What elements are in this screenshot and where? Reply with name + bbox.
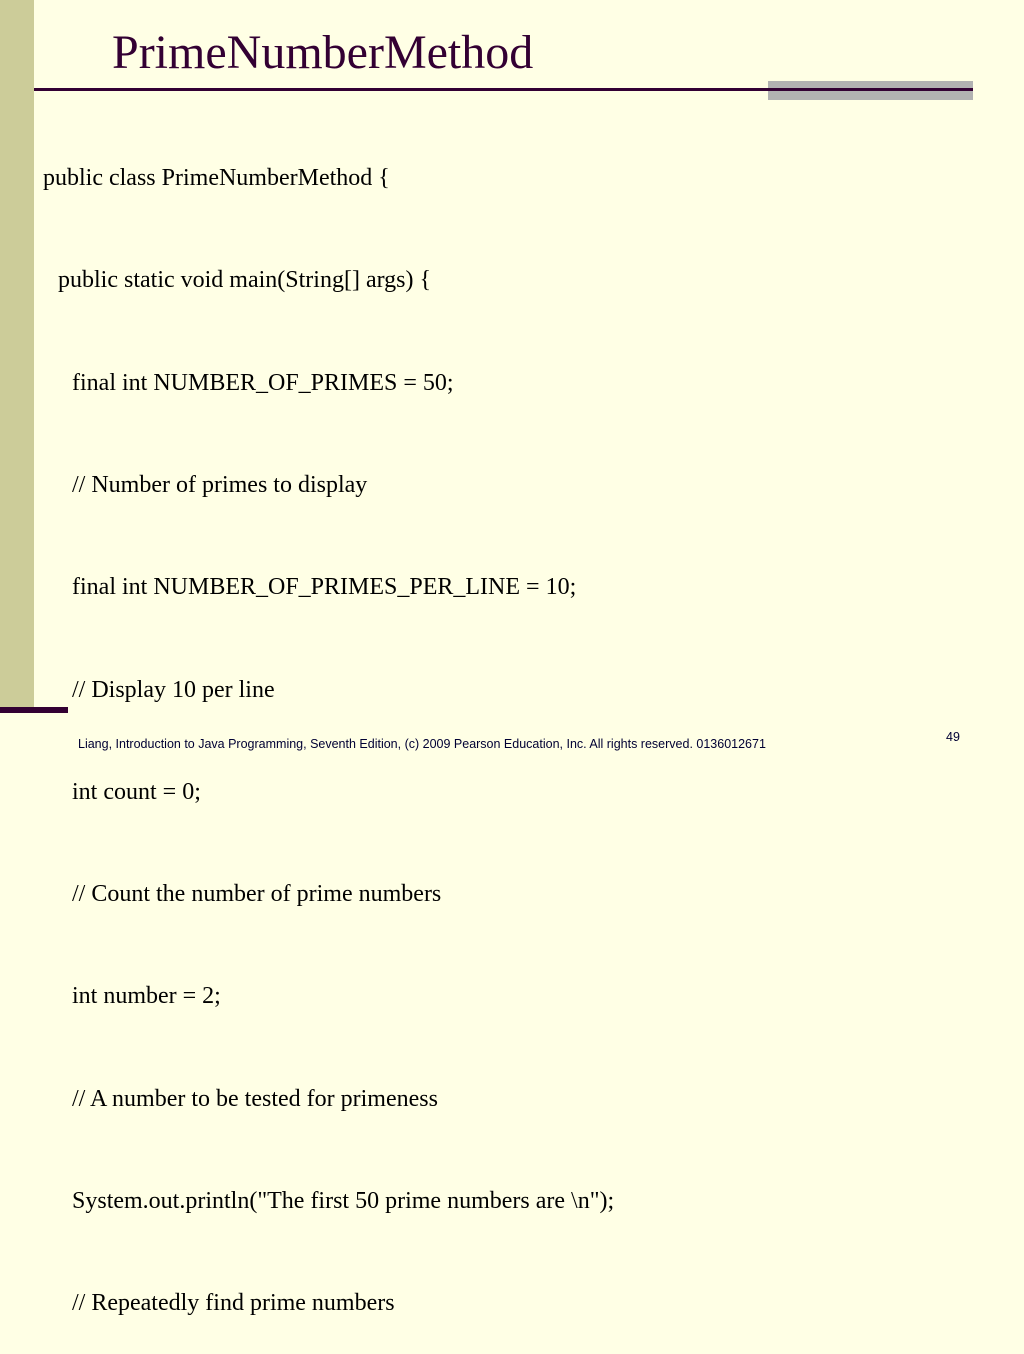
- code-line: // Repeatedly find prime numbers: [72, 1290, 395, 1317]
- code-block: [43, 93, 614, 1354]
- code-line: // Number of primes to display: [72, 472, 368, 499]
- code-line: int count = 0;: [72, 778, 201, 805]
- code-line: final int NUMBER_OF_PRIMES_PER_LINE = 10;: [72, 574, 577, 601]
- code-line: // Display 10 per line: [72, 676, 275, 703]
- title-rule-dark: [34, 88, 973, 91]
- code-line: // Count the number of prime numbers: [72, 881, 442, 908]
- slide-title: PrimeNumberMethod: [112, 26, 534, 79]
- code-line: System.out.println("The first 50 prime numbers are \n");: [72, 1188, 615, 1214]
- slide-footer: Liang, Introduction to Java Programming, Seventh Edition, (c) 2009 Pearson Education, Inc. All rights reserved. 0136012671: [78, 737, 766, 751]
- code-line: // A number to be tested for primeness: [72, 1085, 438, 1112]
- code-line: final int NUMBER_OF_PRIMES = 50;: [72, 369, 454, 396]
- page-number: 49: [946, 730, 960, 744]
- left-sidebar-bar: [0, 0, 34, 707]
- code-line: public class PrimeNumberMethod {: [43, 165, 390, 192]
- code-line: public static void main(String[] args) {: [58, 267, 432, 294]
- code-line: int number = 2;: [72, 983, 221, 1010]
